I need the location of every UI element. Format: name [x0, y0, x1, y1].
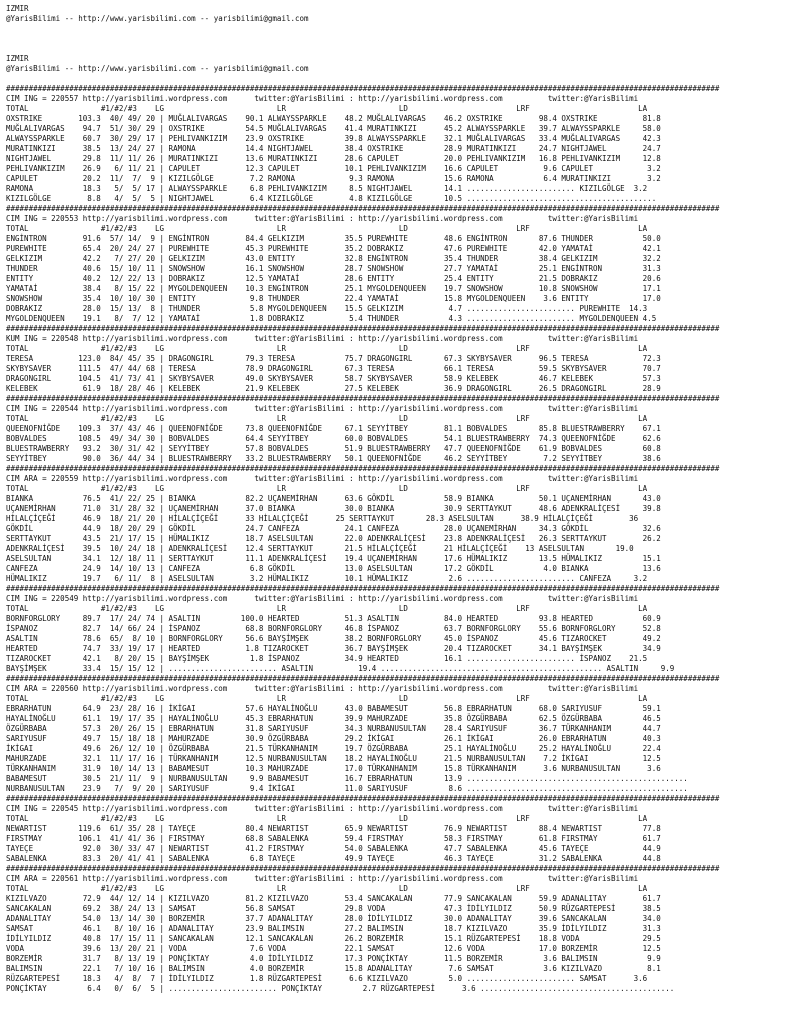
text-line: TOTAL #1/#2/#3 LG LR LD LRF LA — [6, 224, 648, 233]
text-line: TÜRKANHANIM 31.9 10/ 14/ 13 | BABAMESUT 10.3 MAHURZADE 17.0 TÜRKANHANIM 15.8 TÜRKANHANIM 3.6 NURBANUSULTAN 3.6 — [6, 764, 661, 773]
text-line: MURATINKIZI 38.5 13/ 24/ 27 | RAMONA 14.4 NIGHTJAWEL 38.4 OXSTRIKE 28.9 MURATINKIZI 24.7 NIGHTJAWEL 24.7 — [6, 144, 661, 153]
text-line: BALIMSIN 22.1 7/ 10/ 16 | BALIMSIN 4.0 BORZEMİR 15.8 ADANALITAY 7.6 SAMSAT 3.6 KIZILVAZO 8.1 — [6, 964, 661, 973]
text-line: MUĞLALIVARGAS 94.7 51/ 30/ 29 | OXSTRIKE 54.5 MUĞLALIVARGAS 41.4 MURATINKIZI 45.2 ALWAYSSPARKLE 39.7 ALWAYSSPARKLE 58.0 — [6, 124, 661, 133]
text-line: HAYALİNOĞLU 61.1 19/ 17/ 35 | HAYALİNOĞLU 45.3 EBRARHATUN 39.9 MAHURZADE 35.8 ÖZGÜRBABA 62.5 ÖZGÜRBABA 46.5 — [6, 714, 661, 723]
separator-line: ############################################################################################################################################################## — [6, 674, 720, 683]
text-line: CAPULET 20.2 11/ 7/ 9 | KIZILGÖLGE 7.2 RAMONA 9.3 RAMONA 15.6 RAMONA 6.4 MURATINKIZI 3.2 — [6, 174, 661, 183]
text-line: BLUESTRAWBERRY 93.2 30/ 31/ 42 | SEYYİTBEY 57.8 BOBVALDES 51.9 BLUESTRAWBERRY 47.7 QUEENOFNİĞDE 61.9 BOBVALDES 60.8 — [6, 444, 661, 453]
separator-line: ############################################################################################################################################################## — [6, 794, 720, 803]
text-line: CIM ING = 220549 http://yarisbilimi.wordpress.com twitter:@YarisBilimi : http://yarisbilimi.wordpress.com twitter:@YarisBilimi — [6, 594, 639, 603]
text-line: NIGHTJAWEL 29.8 11/ 11/ 26 | MURATINKIZI 13.6 MURATINKIZI 28.6 CAPULET 20.0 PEHLIVANKIZIM 16.8 PEHLIVANKIZIM 12.8 — [6, 154, 661, 163]
text-line: ASELSULTAN 34.1 12/ 18/ 11 | SERTTAYKUT 11.1 ADENKRALİÇESİ 19.4 UÇANEMİRHAN 17.6 HÜMALIKIZ 13.5 HÜMALIKIZ 15.1 — [6, 554, 661, 563]
text-line: GÖKDİL 44.9 18/ 20/ 29 | GÖKDİL 24.7 CANFEZA 24.1 CANFEZA 28.0 UÇANEMİRHAN 34.3 GÖKDİL 32.6 — [6, 524, 661, 533]
text-line: ALWAYSSPARKLE 60.7 30/ 29/ 17 | PEHLIVANKIZIM 23.9 OXSTRIKE 39.8 ALWAYSSPARKLE 32.1 MUĞLALIVARGAS 33.4 MUĞLALIVARGAS 42.3 — [6, 134, 661, 143]
text-line: PEHLIVANKIZIM 26.9 6/ 11/ 21 | CAPULET 12.3 CAPULET 10.1 PEHLIVANKIZIM 16.6 CAPULET 9.6 CAPULET 3.2 — [6, 164, 661, 173]
text-line: CANFEZA 24.9 14/ 10/ 13 | CANFEZA 6.8 GÖKDİL 13.0 ASELSULTAN 17.2 GÖKDİL 4.0 BIANKA 13.6 — [6, 564, 661, 573]
text-line: TOTAL #1/#2/#3 LG LR LD LRF LA — [6, 104, 648, 113]
text-line: OXSTRIKE 103.3 40/ 49/ 20 | MUĞLALIVARGAS 90.1 ALWAYSSPARKLE 48.2 MUĞLALIVARGAS 46.2 OXSTRIKE 98.4 OXSTRIKE 81.8 — [6, 114, 661, 123]
text-line: MAHURZADE 32.1 11/ 17/ 16 | TÜRKANHANIM 12.5 NURBANUSULTAN 18.2 HAYALİNOĞLU 21.5 NURBANUSULTAN 7.2 İKİGAI 12.5 — [6, 754, 661, 763]
text-line: PUREWHITE 65.4 20/ 24/ 27 | PUREWHITE 45.3 PUREWHITE 35.2 DOBRAKIZ 47.6 PUREWHITE 42.0 YAMATAİ 42.1 — [6, 244, 661, 253]
text-line: IZMIR — [6, 4, 29, 13]
text-line: CIM ING = 220544 http://yarisbilimi.wordpress.com twitter:@YarisBilimi : http://yarisbilimi.wordpress.com twitter:@YarisBilimi — [6, 404, 639, 413]
separator-line: ############################################################################################################################################################## — [6, 84, 720, 93]
text-line: CIM ING = 220545 http://yarisbilimi.wordpress.com twitter:@YarisBilimi : http://yarisbilimi.wordpress.com twitter:@YarisBilimi — [6, 804, 639, 813]
text-line: TOTAL #1/#2/#3 LG LR LD LRF LA — [6, 604, 648, 613]
text-line: ENTITY 40.2 12/ 22/ 13 | DOBRAKIZ 12.5 YAMATAİ 28.6 ENTITY 25.4 ENTITY 21.5 DOBRAKIZ 20.6 — [6, 274, 661, 283]
text-line: BABAMESUT 30.5 21/ 11/ 9 | NURBANUSULTAN 9.9 BABAMESUT 16.7 EBRARHATUN 13.9 ................................................. — [6, 774, 688, 783]
text-line: BORZEMİR 31.7 8/ 13/ 19 | PONÇİKTAY 4.0 İDİLYILDIZ 17.3 PONÇİKTAY 11.5 BORZEMİR 3.6 BALIMSIN 9.9 — [6, 954, 661, 963]
text-line: SEYYİTBEY 90.0 36/ 44/ 34 | BLUESTRAWBERRY 33.2 BLUESTRAWBERRY 50.1 QUEENOFNİĞDE 46.2 SEYYİTBEY 7.2 SEYYİTBEY 38.6 — [6, 454, 661, 463]
text-line: TOTAL #1/#2/#3 LG LR LD LRF LA — [6, 484, 648, 493]
text-line: CIM ARA = 220561 http://yarisbilimi.wordpress.com twitter:@YarisBilimi : http://yarisbilimi.wordpress.com twitter:@YarisBilimi — [6, 874, 639, 883]
text-line: TOTAL #1/#2/#3 LG LR LD LRF LA — [6, 344, 648, 353]
text-line: FIRSTMAY 106.1 41/ 41/ 36 | FIRSTMAY 68.8 SABALENKA 59.4 FIRSTMAY 58.3 FIRSTMAY 61.8 FIRSTMAY 61.7 — [6, 834, 661, 843]
text-line: SERTTAYKUT 43.5 21/ 17/ 15 | HÜMALIKIZ 18.7 ASELSULTAN 22.0 ADENKRALİÇESİ 23.8 ADENKRALİÇESİ 26.3 SERTTAYKUT 26.2 — [6, 534, 661, 543]
separator-line: ############################################################################################################################################################## — [6, 584, 720, 593]
text-line: VODA 39.6 13/ 20/ 21 | VODA 7.6 VODA 22.1 SAMSAT 12.6 VODA 17.0 BORZEMİR 12.5 — [6, 944, 661, 953]
text-line: NEWARTIST 119.6 61/ 35/ 28 | TAYEÇE 80.4 NEWARTIST 65.9 NEWARTIST 76.9 NEWARTIST 88.4 NEWARTIST 77.8 — [6, 824, 661, 833]
text-line: HİLALÇİÇEĞİ 46.9 18/ 21/ 20 | HİLALÇİÇEĞİ 33 HİLALÇİÇEĞİ 25 SERTTAYKUT 28.3 ASELSULTAN 38.9 HİLALÇİÇEĞİ 36 — [6, 514, 639, 523]
text-line: EBRARHATUN 64.9 23/ 28/ 16 | İKİGAI 57.6 HAYALİNOĞLU 43.0 BABAMESUT 56.8 EBRARHATUN 68.0 SARIYUSUF 59.1 — [6, 704, 661, 713]
text-line: TOTAL #1/#2/#3 LG LR LD LRF LA — [6, 884, 648, 893]
text-line: ADANALITAY 54.0 13/ 14/ 30 | BORZEMİR 37.7 ADANALITAY 28.0 İDİLYILDIZ 30.0 ADANALITAY 39.6 SANCAKALAN 34.0 — [6, 914, 661, 923]
text-line: HÜMALIKIZ 19.7 6/ 11/ 8 | ASELSULTAN 3.2 HÜMALIKIZ 10.1 HÜMALIKIZ 2.6 ........................ CANFEZA 3.2 — [6, 574, 648, 583]
text-line: TOTAL #1/#2/#3 LG LR LD LRF LA — [6, 814, 648, 823]
text-line: ÖZGÜRBABA 57.3 20/ 26/ 15 | EBRARHATUN 31.8 SARIYUSUF 34.3 NURBANUSULTAN 28.4 SARIYUSUF 36.7 TÜRKANHANIM 44.7 — [6, 724, 661, 733]
text-line: SKYBYSAVER 111.5 47/ 44/ 68 | TERESA 78.9 DRAGONGIRL 67.3 TERESA 66.1 TERESA 59.5 SKYBYSAVER 70.7 — [6, 364, 661, 373]
separator-line: ############################################################################################################################################################## — [6, 864, 720, 873]
text-line: HEARTED 74.7 33/ 19/ 17 | HEARTED 1.8 TIZAROCKET 36.7 BAYŞİMŞEK 20.4 TIZAROCKET 34.1 BAYŞİMŞEK 34.9 — [6, 644, 661, 653]
text-line: ADENKRALİÇESİ 39.5 10/ 24/ 18 | ADENKRALİÇESİ 12.4 SERTTAYKUT 21.5 HİLALÇİÇEĞİ 21 HİLALÇİÇEĞİ 13 ASELSULTAN 19.0 — [6, 544, 634, 553]
text-line: YAMATAİ 38.4 8/ 15/ 22 | MYGOLDENQUEEN 10.3 ENGİNTRON 25.1 MYGOLDENQUEEN 19.7 SNOWSHOW 10.8 SNOWSHOW 17.1 — [6, 284, 661, 293]
text-line: RAMONA 18.3 5/ 5/ 17 | ALWAYSSPARKLE 6.8 PEHLIVANKIZIM 8.5 NIGHTJAWEL 14.1 ........................ KIZILGÖLGE 3.2 — [6, 184, 648, 193]
text-line: IZMIR — [6, 54, 29, 63]
text-line: THUNDER 40.6 15/ 10/ 11 | SNOWSHOW 16.1 SNOWSHOW 28.7 SNOWSHOW 27.7 YAMATAİ 25.1 ENGİNTRON 31.3 — [6, 264, 661, 273]
text-line: BAYŞİMŞEK 33.4 15/ 15/ 12 | ........................ ASALTIN 19.4 ........................ ........................ ASALTIN 9.9 — [6, 664, 675, 673]
text-line: MYGOLDENQUEEN 19.1 8/ 7/ 12 | YAMATAİ 1.8 DOBRAKIZ 5.4 THUNDER 4.3 ........................ MYGOLDENQUEEN 4.5 — [6, 314, 657, 323]
text-line: KIZILVAZO 72.9 44/ 12/ 14 | KIZILVAZO 81.2 KIZILVAZO 53.4 SANCAKALAN 77.9 SANCAKALAN 59.9 ADANALITAY 61.7 — [6, 894, 661, 903]
text-line: @YarisBilimi -- http://www.yarisbilimi.com -- yarisbilimi@gmail.com — [6, 64, 309, 73]
text-line: SANCAKALAN 69.2 38/ 24/ 13 | SAMSAT 56.8 SAMSAT 29.8 VODA 47.3 İDİLYILDIZ 50.9 RÜZGARTEPESİ 38.5 — [6, 904, 661, 913]
text-line: CIM ARA = 220560 http://yarisbilimi.wordpress.com twitter:@YarisBilimi : http://yarisbilimi.wordpress.com twitter:@YarisBilimi — [6, 684, 639, 693]
text-line: KUM ING = 220548 http://yarisbilimi.wordpress.com twitter:@YarisBilimi : http://yarisbilimi.wordpress.com twitter:@YarisBilimi — [6, 334, 639, 343]
text-line: BIANKA 76.5 41/ 22/ 25 | BIANKA 82.2 UÇANEMİRHAN 63.6 GÖKDİL 58.9 BIANKA 50.1 UÇANEMİRHAN 43.0 — [6, 494, 661, 503]
text-line: CIM ING = 220553 http://yarisbilimi.wordpress.com twitter:@YarisBilimi : http://yarisbilimi.wordpress.com twitter:@YarisBilimi — [6, 214, 639, 223]
text-line: DRAGONGIRL 104.5 41/ 73/ 41 | SKYBYSAVER 49.0 SKYBYSAVER 58.7 SKYBYSAVER 58.9 KELEBEK 46.7 KELEBEK 57.3 — [6, 374, 661, 383]
text-line: TIZAROCKET 42.1 8/ 20/ 15 | BAYŞİMŞEK 1.8 İSPANOZ 34.9 HEARTED 16.1 ........................ İSPANOZ 21.5 — [6, 654, 648, 663]
text-line: TAYEÇE 92.0 30/ 33/ 47 | NEWARTIST 41.2 FIRSTMAY 54.0 SABALENKA 47.7 SABALENKA 45.6 TAYEÇE 44.9 — [6, 844, 661, 853]
text-line: BORNFORGLORY 89.7 17/ 24/ 74 | ASALTIN 100.0 HEARTED 51.3 ASALTIN 84.0 HEARTED 93.8 HEARTED 60.9 — [6, 614, 661, 623]
text-line: QUEENOFNİĞDE 109.3 37/ 43/ 46 | QUEENOFNİĞDE 73.8 QUEENOFNİĞDE 67.1 SEYYİTBEY 81.1 BOBVALDES 85.8 BLUESTRAWBERRY 67.1 — [6, 424, 661, 433]
text-line: İSPANOZ 82.7 14/ 66/ 24 | İSPANOZ 68.8 BORNFORGLORY 46.8 İSPANOZ 63.7 BORNFORGLORY 55.6 BORNFORGLORY 52.8 — [6, 624, 661, 633]
text-line: SABALENKA 83.3 20/ 41/ 41 | SABALENKA 6.8 TAYEÇE 49.9 TAYEÇE 46.3 TAYEÇE 31.2 SABALENKA 44.8 — [6, 854, 661, 863]
text-line: KELEBEK 61.9 18/ 28/ 46 | KELEBEK 21.9 KELEBEK 27.5 KELEBEK 36.9 DRAGONGIRL 26.5 DRAGONGIRL 28.9 — [6, 384, 661, 393]
text-line: UÇANEMİRHAN 71.0 31/ 28/ 32 | UÇANEMİRHAN 37.0 BIANKA 30.0 BIANKA 30.9 SERTTAYKUT 48.6 ADENKRALİÇESİ 39.8 — [6, 504, 661, 513]
text-line: SARIYUSUF 49.7 15/ 18/ 18 | MAHURZADE 30.9 ÖZGÜRBABA 29.2 İKİGAI 26.1 İKİGAI 26.0 EBRARHATUN 40.3 — [6, 734, 661, 743]
text-line: İDİLYILDIZ 40.8 17/ 15/ 11 | SANCAKALAN 12.1 SANCAKALAN 26.2 BORZEMİR 15.1 RÜZGARTEPESİ 18.8 VODA 29.5 — [6, 934, 661, 943]
text-line: TOTAL #1/#2/#3 LG LR LD LRF LA — [6, 414, 648, 423]
separator-line: ############################################################################################################################################################## — [6, 464, 720, 473]
text-line: SAMSAT 46.1 8/ 10/ 16 | ADANALITAY 23.9 BALIMSIN 27.2 BALIMSIN 18.7 KIZILVAZO 35.9 İDİLYILDIZ 31.3 — [6, 924, 661, 933]
text-line: KIZILGÖLGE 8.8 4/ 5/ 5 | NIGHTJAWEL 6.4 KIZILGÖLGE 4.8 KIZILGÖLGE 10.5 .......................................... — [6, 194, 657, 203]
text-line: TERESA 123.0 84/ 45/ 35 | DRAGONGIRL 79.3 TERESA 75.7 DRAGONGIRL 67.3 SKYBYSAVER 96.5 TERESA 72.3 — [6, 354, 661, 363]
text-line: TOTAL #1/#2/#3 LG LR LD LRF LA — [6, 694, 648, 703]
text-line: GELKIZIM 42.2 7/ 27/ 20 | GELKIZIM 43.0 ENTITY 32.8 ENGİNTRON 35.4 THUNDER 38.4 GELKIZIM 32.2 — [6, 254, 661, 263]
text-line: CIM ING = 220557 http://yarisbilimi.wordpress.com twitter:@YarisBilimi : http://yarisbilimi.wordpress.com twitter:@YarisBilimi — [6, 94, 639, 103]
separator-line: ############################################################################################################################################################## — [6, 394, 720, 403]
text-line: CIM ARA = 220559 http://yarisbilimi.wordpress.com twitter:@YarisBilimi : http://yarisbilimi.wordpress.com twitter:@YarisBilimi — [6, 474, 639, 483]
text-line: ASALTIN 78.6 65/ 8/ 10 | BORNFORGLORY 56.6 BAYŞİMŞEK 38.2 BORNFORGLORY 45.0 İSPANOZ 45.6 TIZAROCKET 49.2 — [6, 634, 661, 643]
text-line: PONÇİKTAY 6.4 0/ 6/ 5 | ........................ PONÇİKTAY 2.7 RÜZGARTEPESİ 3.6 ........................................... — [6, 984, 675, 993]
text-line: @YarisBilimi -- http://www.yarisbilimi.com -- yarisbilimi@gmail.com — [6, 14, 309, 23]
text-line: ENGİNTRON 91.6 57/ 14/ 9 | ENGİNTRON 84.4 GELKIZIM 35.5 PUREWHITE 48.6 ENGİNTRON 87.6 THUNDER 50.0 — [6, 234, 661, 243]
separator-line: ############################################################################################################################################################## — [6, 204, 720, 213]
text-line: NURBANUSULTAN 23.9 7/ 9/ 20 | SARIYUSUF 9.4 İKİGAI 11.0 SARIYUSUF 8.6 ................................................. — [6, 784, 688, 793]
text-line: RÜZGARTEPESİ 18.3 4/ 8/ 7 | İDİLYILDIZ 1.8 RÜZGARTEPESİ 6.6 KIZILVAZO 5.0 ........................ SAMSAT 3.6 — [6, 974, 648, 983]
text-line: İKİGAI 49.6 26/ 12/ 10 | ÖZGÜRBABA 21.5 TÜRKANHANIM 19.7 ÖZGÜRBABA 25.1 HAYALİNOĞLU 25.2 HAYALİNOĞLU 22.4 — [6, 744, 661, 753]
text-line: DOBRAKIZ 28.0 15/ 13/ 8 | THUNDER 5.8 MYGOLDENQUEEN 15.5 GELKIZIM 4.7 ........................ PUREWHITE 14.3 — [6, 304, 648, 313]
text-line: SNOWSHOW 35.4 10/ 10/ 30 | ENTITY 9.8 THUNDER 22.4 YAMATAİ 15.8 MYGOLDENQUEEN 3.6 ENTITY 17.0 — [6, 294, 661, 303]
separator-line: ############################################################################################################################################################## — [6, 324, 720, 333]
text-line: BOBVALDES 108.5 49/ 34/ 30 | BOBVALDES 64.4 SEYYİTBEY 60.0 BOBVALDES 54.1 BLUESTRAWBERRY 74.3 QUEENOFNİĞDE 62.6 — [6, 434, 661, 443]
